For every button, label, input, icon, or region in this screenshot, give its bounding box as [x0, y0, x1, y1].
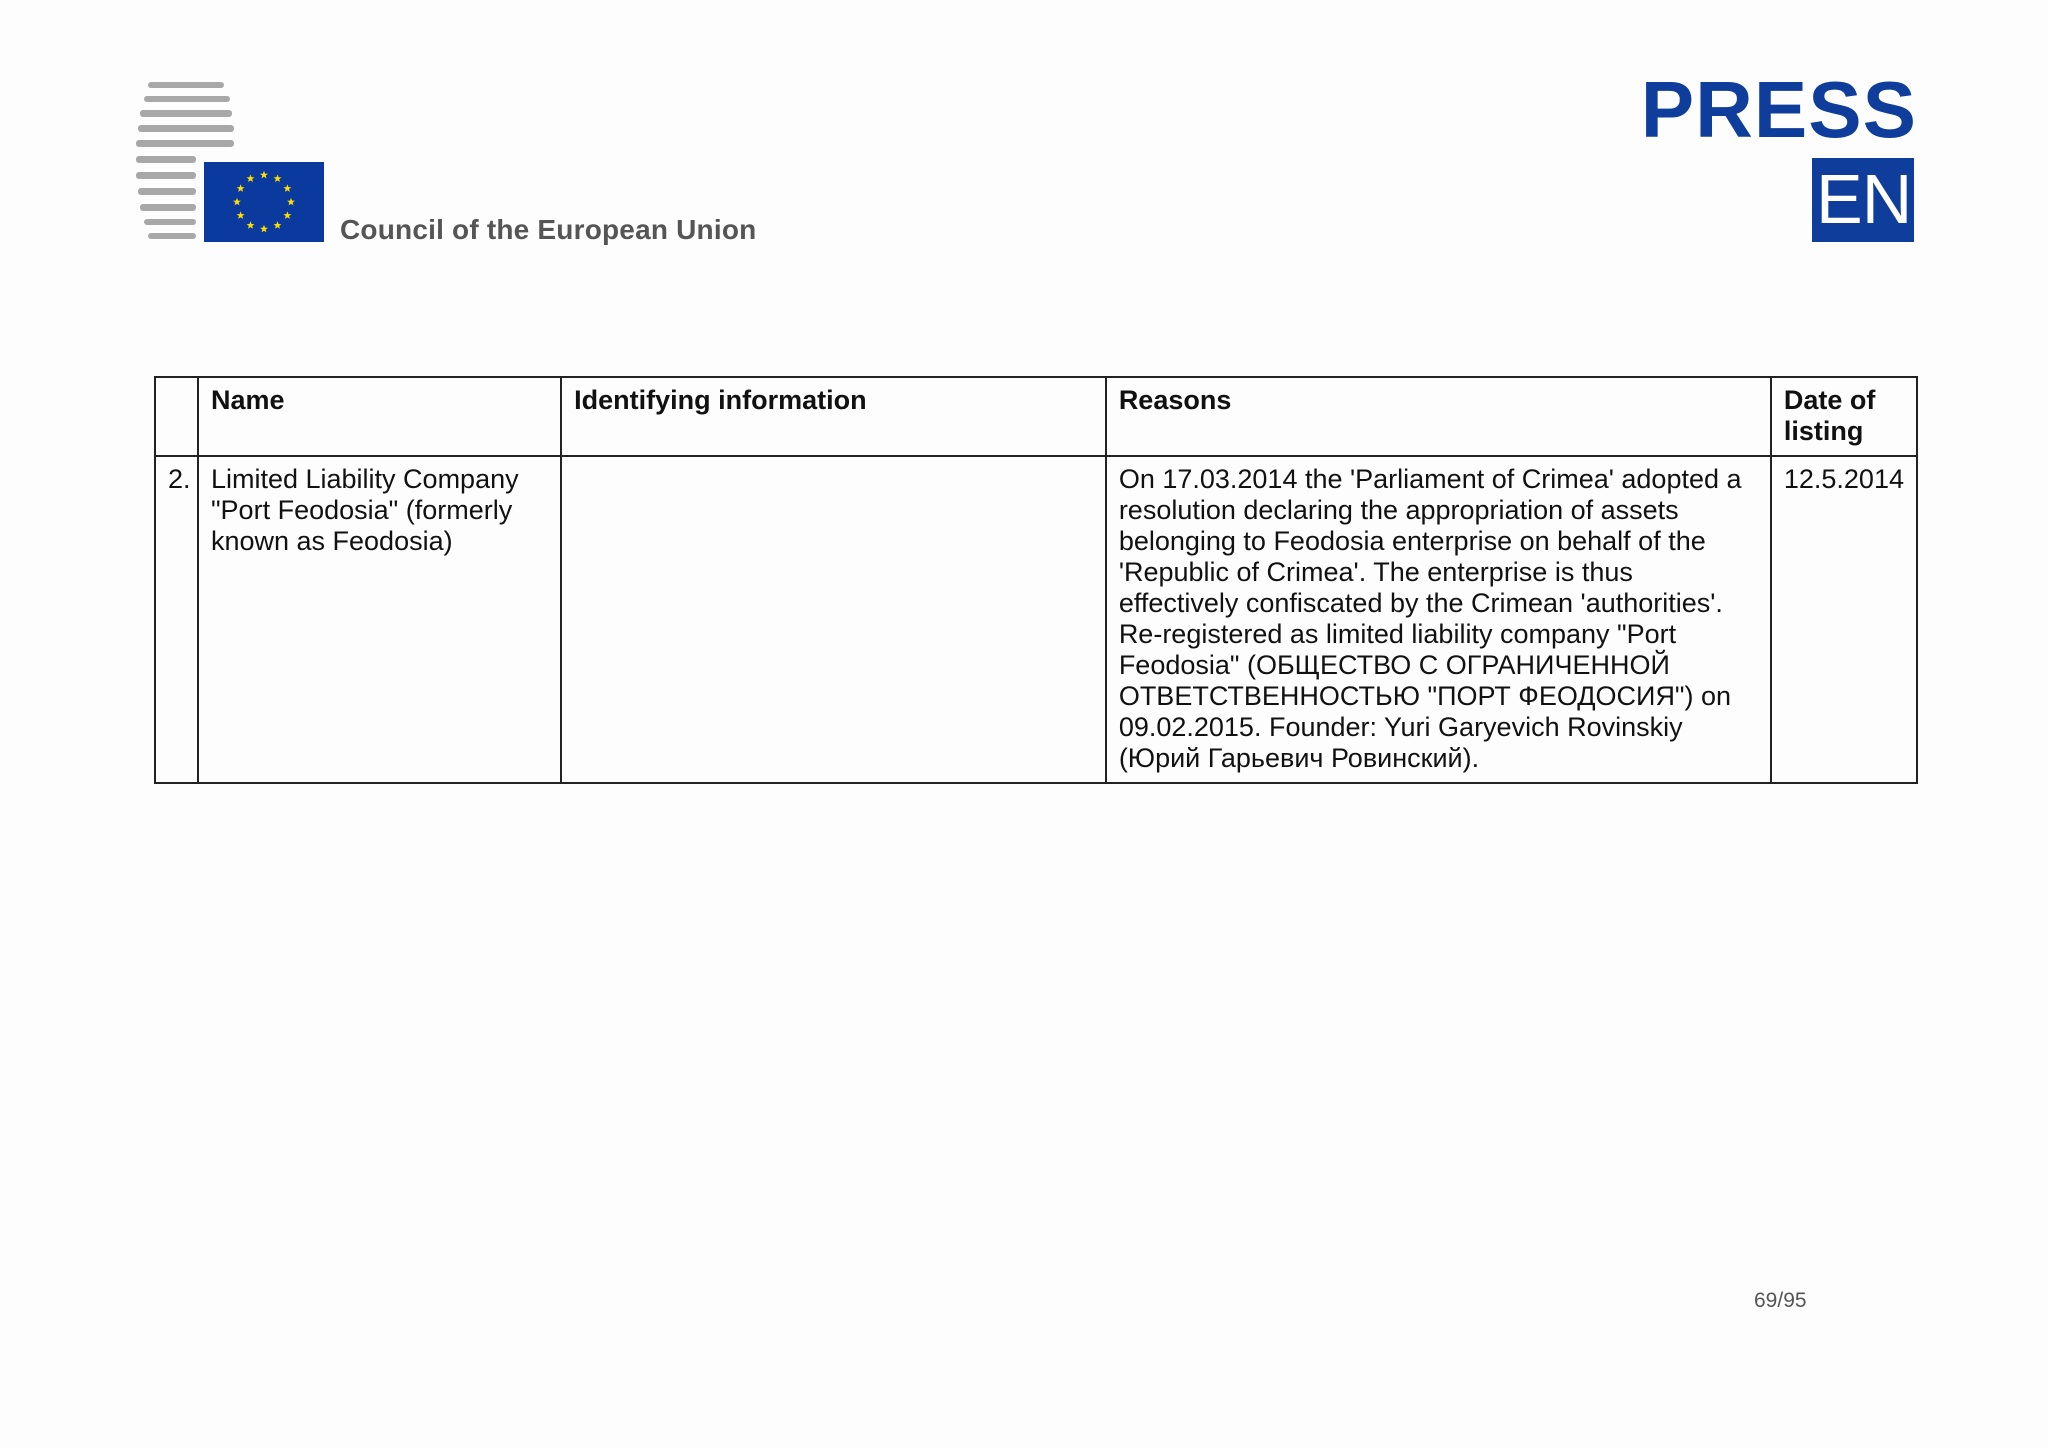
header-name: Name: [198, 377, 561, 456]
organization-name: Council of the European Union: [340, 214, 757, 245]
header-date-of-listing: Date of listing: [1771, 377, 1917, 456]
table-header-row: [155, 377, 1917, 456]
row-date-of-listing: 12.5.2014: [1771, 456, 1917, 783]
row-identifying-information: [561, 456, 1106, 783]
row-name: Limited Liability Company "Port Feodosia" (formerly known as Feodosia): [198, 456, 561, 783]
press-block: [1640, 65, 1917, 242]
header-number: [155, 377, 198, 456]
table-row: [155, 456, 1917, 783]
row-reasons: On 17.03.2014 the 'Parliament of Crimea' adopted a resolution declaring the appropriation of assets belonging to Feodosia enterprise on behalf of the 'Republic of Crimea'. The enterprise is thus effectively confiscated by the Crimean 'authorities'. Re-registered as limited liability company "Port Feodosia" (ОБЩЕСТВО С ОГРАНИЧЕННОЙ ОТВЕТСТВЕННОСТЬЮ "ПОРТ ФЕОДОСИЯ") on 09.02.2015. Founder: Yuri Garyevich Rovinskiy (Юрий Гарьевич Ровинский).: [1106, 456, 1771, 783]
header-identifying-information: Identifying information: [561, 377, 1106, 456]
sanctions-table: [154, 376, 1918, 784]
page-number: 69/95: [1754, 1289, 1807, 1312]
header-reasons: Reasons: [1106, 377, 1771, 456]
press-label: PRESS: [1640, 65, 1917, 154]
council-logo: [134, 80, 334, 250]
language-badge: EN: [1812, 158, 1914, 242]
row-number: 2.: [155, 456, 198, 783]
